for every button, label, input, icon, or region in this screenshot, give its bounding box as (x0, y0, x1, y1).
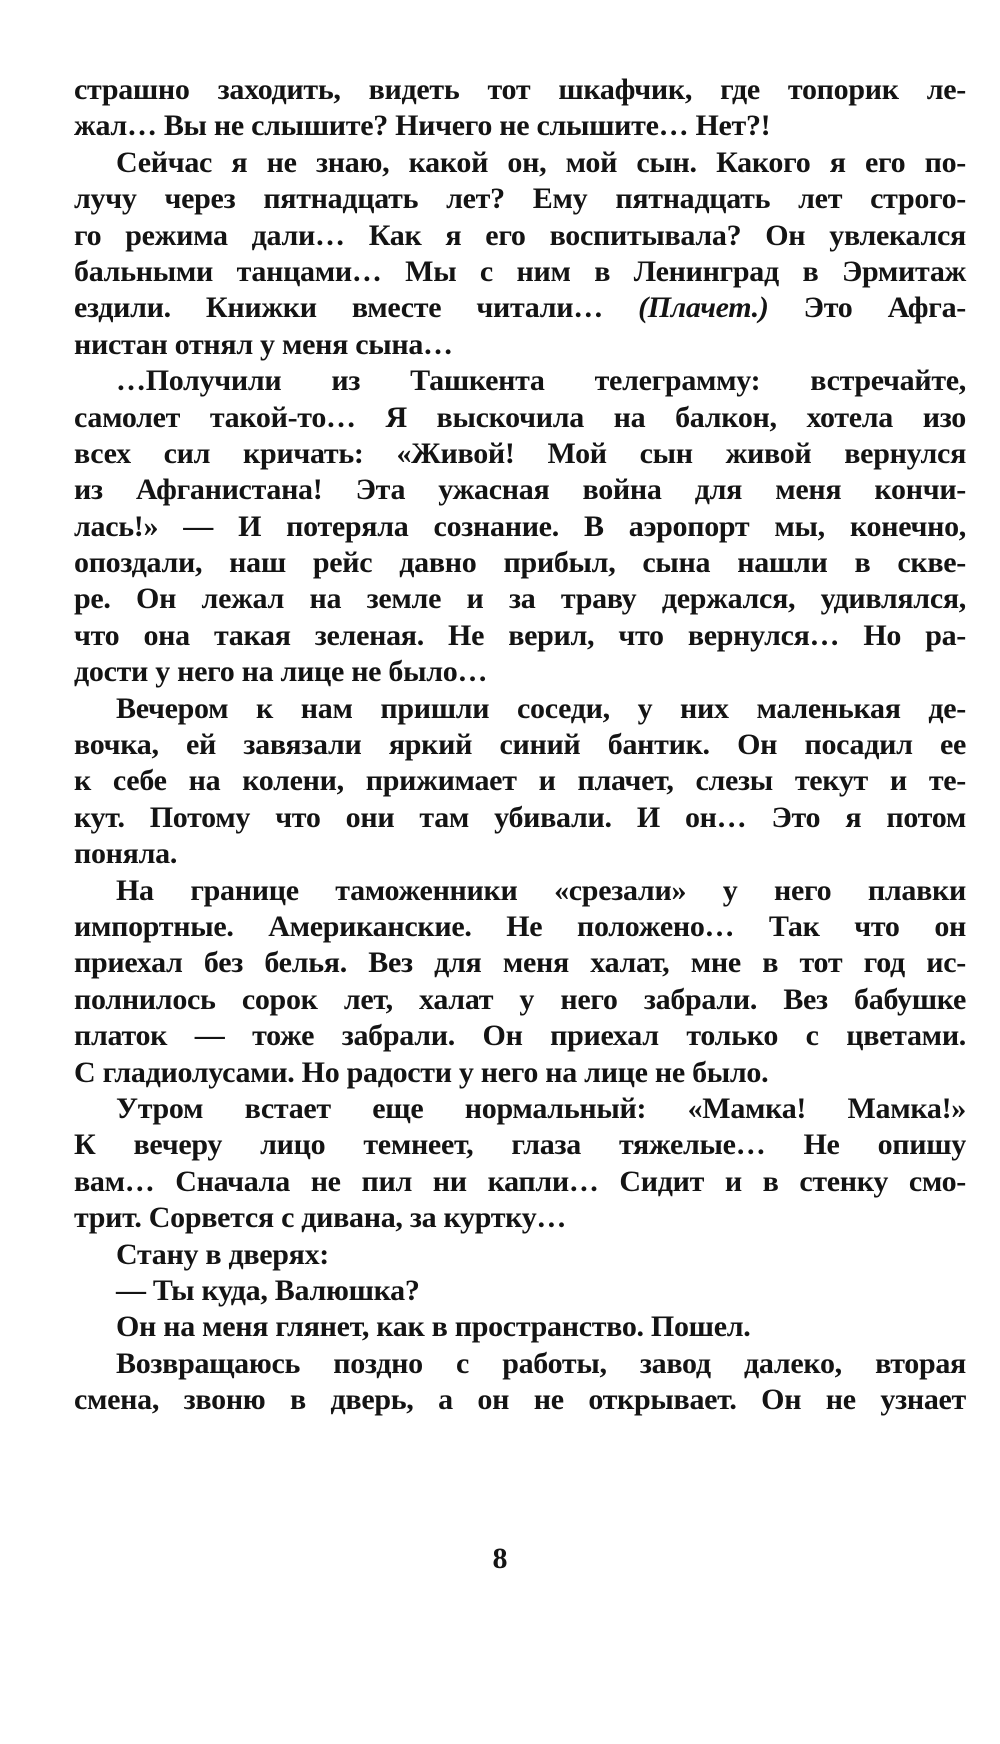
text-line (74, 72, 966, 108)
text-segment: приехал без белья. Вез для меня халат, мне в тот год ис- (74, 946, 966, 980)
text-segment: бальными танцами… Мы с ним в Ленинград в Эрмитаж (74, 254, 966, 288)
text-segment: импортные. Американские. Не положено… Так что он (74, 909, 966, 943)
text-line (74, 1237, 966, 1273)
text-line (74, 472, 966, 508)
text-segment: К вечеру лицо темнеет, глаза тяжелые… Не опишу (74, 1128, 966, 1162)
text-segment: смена, звоню в дверь, а он не открывает. Он не узнает (74, 1383, 966, 1417)
text-segment: из Афганистана! Эта ужасная война для меня кончи- (74, 473, 966, 507)
text-line (74, 691, 966, 727)
text-segment: …Получили из Ташкента телеграмму: встречайте, (116, 364, 966, 398)
text-line (74, 873, 966, 909)
text-segment: трит. Сорвется с дивана, за куртку… (74, 1201, 567, 1235)
text-segment: вочка, ей завязали яркий синий бантик. Он посадил ее (74, 728, 966, 762)
text-segment: Вечером к нам пришли соседи, у них маленькая де- (116, 691, 966, 725)
text-segment: Возвращаюсь поздно с работы, завод далеко, вторая (116, 1346, 966, 1380)
text-line (74, 400, 966, 436)
text-line (74, 363, 966, 399)
text-segment: самолет такой-то… Я выскочила на балкон, хотела изо (74, 400, 966, 434)
stage-direction: (Плачет.) (638, 291, 769, 325)
text-segment: опоздали, наш рейс давно прибыл, сына нашли в скве- (74, 546, 966, 580)
text-line (74, 327, 966, 363)
text-line (74, 836, 966, 872)
text-segment: дости у него на лице не было… (74, 655, 488, 689)
text-line (74, 181, 966, 217)
text-segment: — Ты куда, Валюшка? (116, 1273, 420, 1307)
text-segment: ездили. Книжки вместе читали… (74, 291, 639, 325)
text-segment: Утром встает еще нормальный: «Мамка! Мамка!» (116, 1091, 966, 1125)
text-line (74, 1091, 966, 1127)
text-segment: что она такая зеленая. Не верил, что вернулся… Но ра- (74, 618, 966, 652)
text-line (74, 509, 966, 545)
text-line (74, 218, 966, 254)
text-line (74, 545, 966, 581)
text-line (74, 108, 966, 144)
text-line (74, 1018, 966, 1054)
text-segment: На границе таможенники «срезали» у него плавки (116, 873, 966, 907)
text-segment: поняла. (74, 837, 178, 871)
text-segment: страшно заходить, видеть тот шкафчик, где топорик ле- (74, 73, 966, 106)
text-segment: нистан отнял у меня сына… (74, 327, 453, 361)
text-line (74, 1346, 966, 1382)
text-segment: полнилось сорок лет, халат у него забрали. Вез бабушке (74, 982, 966, 1016)
text-segment: платок — тоже забрали. Он приехал только с цветами. (74, 1019, 966, 1053)
text-segment: ре. Он лежал на земле и за траву держался, удивлялся, (74, 582, 966, 616)
text-line (74, 1055, 966, 1091)
text-line (74, 654, 966, 690)
text-line (74, 1273, 966, 1309)
text-segment: жал… Вы не слышите? Ничего не слышите… Нет?! (74, 109, 771, 143)
text-segment: Это Афга- (768, 291, 966, 325)
text-line (74, 1164, 966, 1200)
text-line (74, 763, 966, 799)
text-segment: к себе на колени, прижимает и плачет, слезы текут и те- (74, 764, 966, 798)
text-line (74, 800, 966, 836)
text-line (74, 436, 966, 472)
text-line (74, 909, 966, 945)
page-number: 8 (492, 1542, 508, 1575)
text-line (74, 1200, 966, 1236)
text-line (74, 945, 966, 981)
text-line (74, 982, 966, 1018)
text-segment: лучу через пятнадцать лет? Ему пятнадцать лет строго- (74, 182, 966, 216)
text-line (74, 727, 966, 763)
text-line (74, 581, 966, 617)
text-line (74, 145, 966, 181)
text-line (74, 1309, 966, 1345)
text-line (74, 290, 966, 326)
text-segment: лась!» — И потеряла сознание. В аэропорт мы, конечно, (74, 509, 966, 543)
text-segment: Он на меня глянет, как в пространство. Пошел. (116, 1310, 751, 1344)
text-line (74, 1382, 966, 1418)
text-line (74, 1127, 966, 1163)
text-segment: вам… Сначала не пил ни капли… Сидит и в стенку смо- (74, 1164, 966, 1198)
text-line (74, 254, 966, 290)
text-segment: Стану в дверях: (116, 1237, 329, 1271)
text-segment: Сейчас я не знаю, какой он, мой сын. Какого я его по- (116, 145, 966, 179)
text-segment: кут. Потому что они там убивали. И он… Это я потом (74, 800, 966, 834)
text-segment: всех сил кричать: «Живой! Мой сын живой вернулся (74, 436, 966, 470)
text-line (74, 618, 966, 654)
text-segment: го режима дали… Как я его воспитывала? Он увлекался (74, 218, 966, 252)
text-segment: С гладиолусами. Но радости у него на лице не было. (74, 1055, 769, 1089)
book-page-text (74, 72, 966, 1418)
